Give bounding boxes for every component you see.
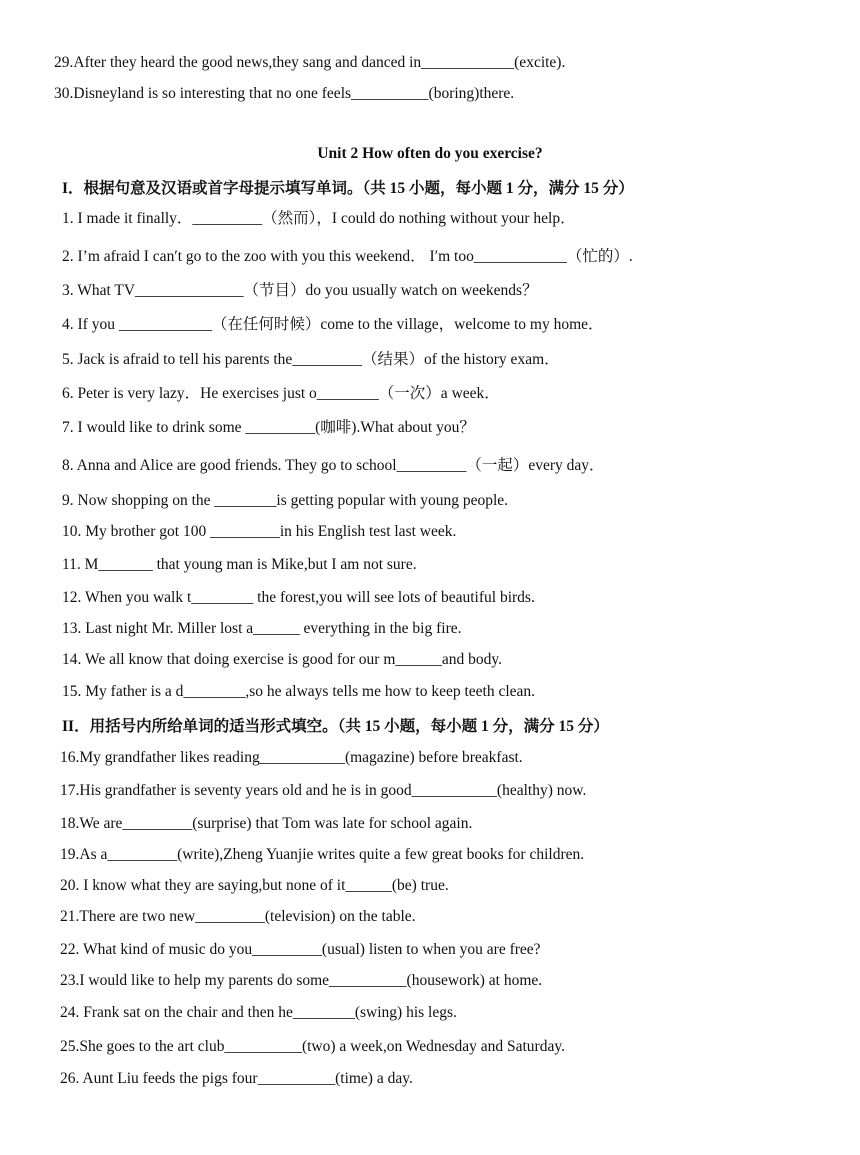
question-23: 23.I would like to help my parents do some__________(housework) at home.	[60, 972, 543, 989]
question-10: 10. My brother got 100 _________in his English test last week.	[62, 523, 457, 540]
question-18: 18.We are_________(surprise) that Tom was late for school again.	[60, 815, 473, 832]
question-9: 9. Now shopping on the ________is getting popular with young people.	[62, 492, 509, 509]
question-19: 19.As a_________(write),Zheng Yuanjie writes quite a few great books for children.	[60, 846, 585, 863]
question-16: 16.My grandfather likes reading___________(magazine) before breakfast.	[60, 749, 523, 766]
question-8: 8. Anna and Alice are good friends. They go to school_________（一起）every day．	[62, 457, 605, 474]
question-20: 20. I know what they are saying,but none of it______(be) true.	[60, 877, 449, 894]
question-12: 12. When you walk t________ the forest,you will see lots of beautiful birds.	[62, 589, 535, 606]
question-3: 3. What TV______________（节目）do you usually watch on weekends？	[62, 282, 538, 299]
question-5: 5. Jack is afraid to tell his parents the_________（结果）of the history exam．	[62, 351, 560, 368]
unit-title: Unit 2 How often do you exercise?	[317, 145, 543, 162]
question-2: 2. I’m afraid I can′t go to the zoo with you this weekend． I′m too____________（忙的）.	[62, 248, 633, 265]
section-2-heading: II．用括号内所给单词的适当形式填空。（共 15 小题，每小题 1 分，满分 15 分）	[62, 718, 609, 735]
question-6: 6. Peter is very lazy．He exercises just o________（一次）a week．	[62, 385, 500, 402]
question-21: 21.There are two new_________(television) on the table.	[60, 908, 416, 925]
question-4: 4. If you ____________（在任何时候）come to the village，welcome to my home．	[62, 316, 604, 333]
question-29: 29.After they heard the good news,they sang and danced in____________(excite).	[54, 54, 566, 71]
question-30: 30.Disneyland is so interesting that no one feels__________(boring)there.	[54, 85, 515, 102]
question-11: 11. M_______ that young man is Mike,but I am not sure.	[62, 556, 417, 573]
question-26: 26. Aunt Liu feeds the pigs four__________(time) a day.	[60, 1070, 413, 1087]
question-14: 14. We all know that doing exercise is good for our m______and body.	[62, 651, 502, 668]
question-13: 13. Last night Mr. Miller lost a______ everything in the big fire.	[62, 620, 462, 637]
question-17: 17.His grandfather is seventy years old and he is in good___________(healthy) now.	[60, 782, 587, 799]
question-1: 1. I made it finally．_________（然而），I could do nothing without your help．	[62, 210, 576, 227]
section-1-heading: I．根据句意及汉语或首字母提示填写单词。（共 15 小题，每小题 1 分，满分 15 分）	[62, 180, 634, 197]
question-24: 24. Frank sat on the chair and then he________(swing) his legs.	[60, 1004, 457, 1021]
question-15: 15. My father is a d________,so he always tells me how to keep teeth clean.	[62, 683, 536, 700]
question-7: 7. I would like to drink some _________(咖啡).What about you？	[62, 419, 475, 436]
question-25: 25.She goes to the art club__________(two) a week,on Wednesday and Saturday.	[60, 1038, 565, 1055]
question-22: 22. What kind of music do you_________(usual) listen to when you are free?	[60, 941, 541, 958]
